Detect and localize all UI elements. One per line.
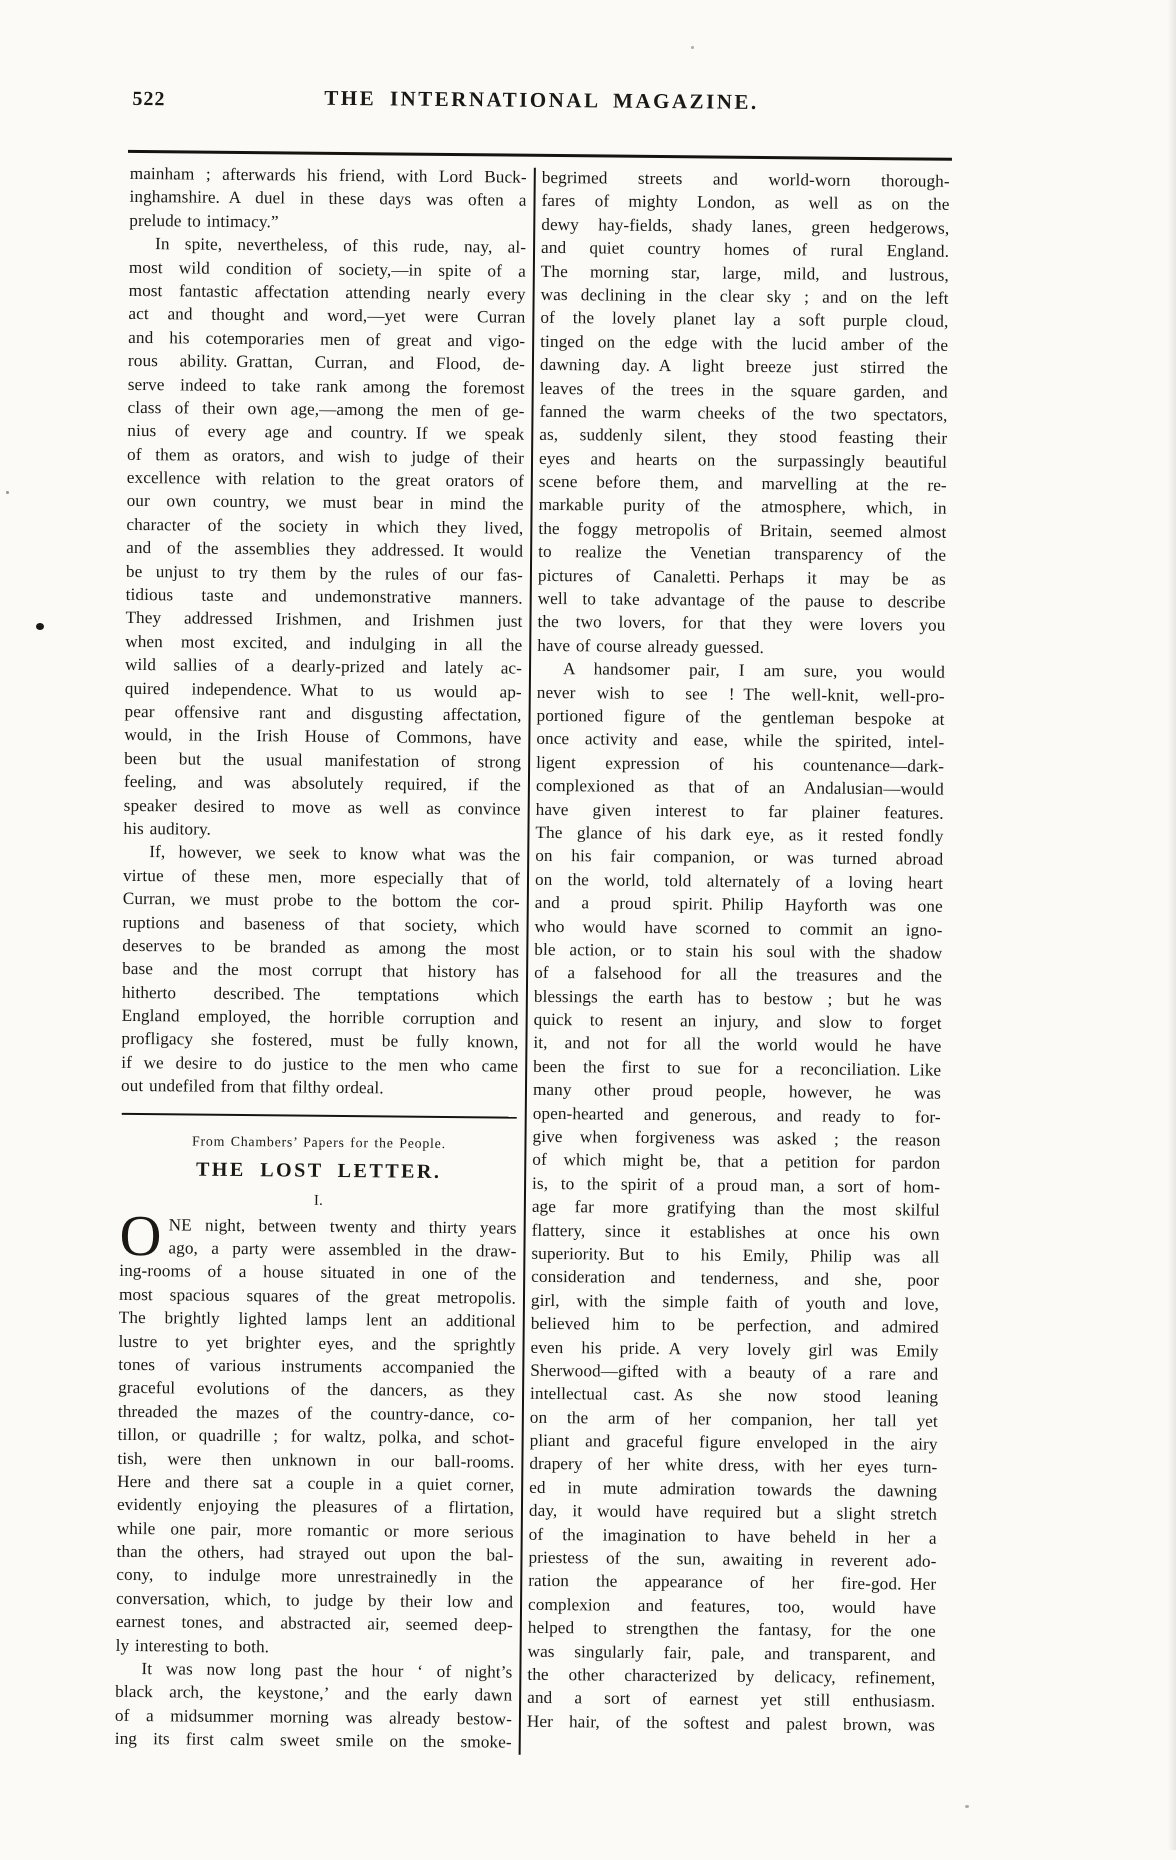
drop-cap: O	[119, 1202, 162, 1268]
text-line: England employed, the horrible corruption and	[121, 1005, 519, 1029]
text-line: even his pride. A very lovely girl was Emily	[530, 1337, 939, 1361]
text-line: scene before them, and marvelling at the re-	[538, 471, 947, 495]
text-line: dawning day. A light breeze just stirred the	[539, 354, 949, 378]
text-line: priestess of the sun, awaiting in reverent ado-	[528, 1547, 937, 1571]
scan-speck	[691, 46, 694, 49]
text-line: ing its first calm sweet smile on the smoke-	[114, 1729, 512, 1752]
text-line: hitherto described. The temptations which	[121, 982, 519, 1006]
text-line: day, it would have required but a slight stretch	[528, 1501, 938, 1524]
text-line: of a falsehood for all the treasures and the	[534, 963, 943, 987]
text-line: when most excited, and indulging in all the	[125, 631, 523, 655]
text-line: ble action, or to stain his soul with the shadow	[534, 939, 943, 963]
text-columns	[115, 162, 954, 1758]
text-line: tidious taste and undemonstrative manners.	[125, 584, 523, 608]
chapter-number: I.	[313, 1192, 323, 1209]
text-line: ligent expression of his countenance—dark-	[536, 752, 945, 776]
text-line: class of their own age,—among the men of ge-	[127, 397, 525, 421]
text-line: nius of every age and country. If we speak	[127, 421, 525, 444]
text-line: fares of mighty London, as well as on the	[541, 191, 950, 215]
text-line: well to take advantage of the pause to describe	[537, 588, 946, 612]
text-line: most fantastic affectation attending nearly every	[128, 280, 526, 304]
text-line: markable purity of the atmosphere, which, in	[538, 495, 947, 519]
paragraph	[537, 166, 950, 661]
paragraph	[115, 1657, 513, 1754]
text-line: ago, a party were assembled in the draw-	[168, 1238, 517, 1261]
text-line: evidently enjoying the pleasures of a flirtation,	[116, 1495, 515, 1518]
text-line: lustre to yet brighter eyes, and the sprightly	[118, 1331, 516, 1355]
text-line: the two lovers, for that they were lovers you	[537, 612, 946, 636]
text-line: ed in mute admiration towards the dawning	[529, 1477, 938, 1501]
paragraph	[121, 840, 520, 1101]
text-line: NE night, between twenty and thirty years	[168, 1214, 517, 1238]
header-rule	[128, 150, 952, 161]
text-line: The morning star, large, mild, and lustrous,	[540, 261, 949, 285]
text-line: ration the appearance of her fire-god. Her	[528, 1571, 937, 1595]
text-line: The glance of his dark eye, as it rested fondly	[535, 822, 944, 846]
text-line: many other proud people, however, he was	[532, 1080, 942, 1103]
text-line: cony, to indulge more unrestrainedly in the	[116, 1565, 514, 1589]
text-line: They addressed Irishmen, and Irishmen just	[125, 608, 523, 632]
paragraph	[527, 657, 945, 1737]
text-line: as, suddenly silent, they stood feasting their	[539, 425, 948, 449]
text-line: conversation, which, to judge by their low and	[116, 1588, 514, 1612]
text-line: A handsomer pair, I am sure, you would	[562, 659, 946, 682]
text-line: and quiet country homes of rural England.	[540, 238, 950, 261]
text-line: of which might be, that a petition for pardon	[532, 1150, 941, 1174]
text-line: and his cotemporaries men of great and vigo-	[128, 327, 526, 351]
paragraph	[129, 162, 527, 236]
text-line: Here and there sat a couple in a quiet corner,	[117, 1471, 515, 1495]
text-line: dewy hay-fields, shady lanes, green hedgerows,	[541, 214, 950, 238]
text-line: it, and not for all the world would he have	[533, 1033, 942, 1057]
text-line: virtue of these men, more especially that of	[122, 865, 521, 889]
text-line: tillon, or quadrille ; for waltz, polka, and schot-	[117, 1424, 515, 1448]
text-line: feeling, and was absolutely required, if the	[123, 772, 522, 795]
text-line: than the others, had strayed out upon the bal-	[116, 1541, 514, 1565]
paragraph	[123, 232, 526, 844]
text-line: If, however, we seek to know what was the	[149, 842, 521, 866]
text-line: the other characterized by delicacy, refinement,	[527, 1664, 936, 1688]
text-line: who would have scorned to commit an igno-	[534, 916, 943, 940]
scan-speck	[36, 623, 44, 630]
text-line: leaves of the trees in the square garden, and	[539, 378, 948, 402]
text-line: to realize the Venetian transparency of the	[538, 542, 947, 566]
article-source-line: From Chambers’ Papers for the People.	[191, 1133, 446, 1151]
text-line: once activity and ease, while the spirited, intel-	[536, 729, 945, 753]
text-line: excellence with relation to the great orators of	[126, 467, 524, 491]
text-line: age far more gratifying than the most skilful	[531, 1196, 940, 1220]
text-line: Her hair, of the softest and palest brown, was	[526, 1711, 936, 1735]
text-line: of the lovely planet lay a soft purple cloud,	[540, 308, 949, 332]
text-line: wild sallies of a dearly-prized and lately ac-	[124, 655, 523, 678]
text-line: helped to strengthen the fantasy, for the one	[527, 1618, 936, 1641]
text-line: have of course already guessed.	[537, 635, 765, 657]
text-line: threaded the mazes of the country-dance, co-	[117, 1401, 515, 1425]
scan-speck	[6, 491, 9, 494]
text-line: inghamshire. A duel in these days was often a	[129, 187, 527, 211]
right-column	[527, 166, 950, 1758]
text-line: be unjust to try them by the rules of our fas-	[125, 561, 524, 585]
text-line: ruptions and baseness of that society, which	[122, 912, 520, 936]
text-line: mainham ; afterwards his friend, with Lord Buck-	[129, 163, 527, 187]
text-line: portioned figure of the gentleman bespoke at	[536, 705, 945, 729]
text-line: ing-rooms of a house situated in one of the	[119, 1261, 517, 1285]
text-line: deserves to be branded as among the most	[122, 935, 520, 959]
text-line: fanned the warm cheeks of the two spectators,	[539, 401, 948, 425]
text-line: act and thought and word,—yet were Curran	[128, 304, 526, 328]
text-line: of the imagination to have beheld in her a	[528, 1524, 937, 1548]
page-header	[130, 82, 952, 142]
text-line: pictures of Canaletti. Perhaps it may be as	[537, 565, 947, 589]
text-line: is, to the spirit of a proud man, a sort of hom-	[532, 1173, 941, 1197]
text-line: serve indeed to take rank among the foremost	[127, 374, 525, 398]
text-line: superiority. But to his Emily, Philip was all	[531, 1243, 940, 1267]
text-line: and of the assemblies they addressed. It would	[126, 538, 524, 561]
section-divider-rule	[122, 1112, 517, 1118]
text-line: of them as orators, and wish to judge of their	[126, 444, 525, 468]
text-line: complexion and features, too, would have	[527, 1594, 937, 1618]
text-line: profligacy she fostered, must be fully known,	[121, 1029, 519, 1053]
magazine-title: THE INTERNATIONAL MAGAZINE.	[324, 85, 759, 114]
page-number: 522	[132, 87, 166, 111]
text-line: open-hearted and generous, and ready to for-	[532, 1103, 941, 1127]
text-line: on the world, told alternately of a loving heart	[534, 869, 944, 893]
text-line: never wish to see ! The well-knit, well-pro-	[536, 682, 945, 706]
text-line: tinged on the edge with the lucid amber of the	[540, 331, 949, 355]
text-line: on the arm of her companion, her tall yet	[529, 1407, 938, 1431]
text-line: most wild condition of society,—in spite of a	[128, 257, 526, 281]
text-line: base and the most corrupt that history has	[122, 959, 520, 982]
text-line: on his fair companion, or was turned abroad	[535, 846, 944, 870]
text-line: tish, were then unknown in our ball-rooms.	[117, 1448, 515, 1472]
text-line: graceful evolutions of the dancers, as they	[118, 1378, 516, 1402]
text-line: and a sort of earnest yet still enthusiasm.	[527, 1688, 936, 1712]
text-line: out undefiled from that filthy ordeal.	[120, 1076, 384, 1098]
text-line: black arch, the keystone,’ and the early dawn	[115, 1682, 513, 1706]
text-line: our own country, we must bear in mind the	[126, 491, 524, 515]
text-line: consideration and tenderness, and she, poor	[531, 1267, 940, 1291]
text-line: flattery, since it establishes at once his own	[531, 1220, 940, 1244]
text-line: Sherwood—gifted with a beauty of a rare and	[530, 1360, 939, 1384]
scan-edge-shadow	[1168, 0, 1176, 1850]
text-line: It was now long past the hour ‘ of night’s	[141, 1659, 513, 1682]
text-line: and a proud spirit. Philip Hayforth was one	[534, 892, 943, 916]
text-line: drapery of her white dress, with her eyes turn-	[529, 1454, 938, 1478]
text-line: earnest tones, and abstracted air, seemed deep-	[115, 1612, 513, 1635]
text-line: pliant and graceful figure enveloped in the airy	[529, 1430, 938, 1454]
text-line: believed him to be perfection, and admired	[530, 1313, 939, 1337]
text-line: his auditory.	[123, 818, 212, 839]
text-line: eyes and hearts on the surpassingly beautiful	[538, 448, 948, 472]
text-line: been but the usual manifestation of strong	[124, 748, 522, 772]
text-line: Curran, we must probe to the bottom the cor-	[122, 888, 520, 912]
text-line: was singularly fair, pale, and transparent, and	[527, 1641, 936, 1665]
article-title: THE LOST LETTER.	[195, 1158, 442, 1183]
text-line: begrimed streets and world-worn thorough-	[541, 167, 950, 191]
text-line: quick to resent an injury, and slow to forget	[533, 1009, 942, 1033]
text-line: pear offensive rant and disgusting affectation,	[124, 701, 522, 725]
text-line: In spite, nevertheless, of this rude, nay, al-	[155, 234, 527, 257]
text-line: blessings the earth has to bestow ; but he was	[533, 986, 942, 1010]
text-line: rous ability. Grattan, Curran, and Flood, de-	[127, 351, 526, 374]
text-line: of a midsummer morning was already bestow-	[114, 1705, 513, 1729]
scan-speck	[965, 1805, 969, 1808]
left-column	[115, 162, 527, 1754]
text-line: intellectual cast. As she now stood leaning	[529, 1384, 939, 1408]
text-line: if we desire to do justice to the men who came	[121, 1052, 519, 1076]
text-line: the foggy metropolis of Britain, seemed almost	[538, 518, 947, 542]
text-line: speaker desired to move as well as convince	[123, 795, 521, 819]
text-line: most spacious squares of the great metropolis.	[118, 1284, 517, 1308]
text-line: have given interest to far plainer features.	[535, 799, 944, 823]
text-line: character of the society in which they lived,	[126, 514, 524, 538]
paragraph	[115, 1202, 517, 1660]
text-line: prelude to intimacy.”	[129, 210, 279, 232]
text-line: girl, with the simple faith of youth and love,	[530, 1290, 940, 1314]
text-line: ly interesting to both.	[115, 1635, 270, 1656]
text-line: would, in the Irish House of Commons, have	[124, 725, 522, 749]
text-line: tones of various instruments accompanied the	[118, 1354, 516, 1378]
text-line: while one pair, more romantic or more serious	[116, 1518, 514, 1542]
text-line: give when forgiveness was asked ; the reason	[532, 1126, 941, 1150]
text-line: complexioned as that of an Andalusian—would	[535, 775, 944, 799]
text-line: The brightly lighted lamps lent an additional	[118, 1308, 516, 1331]
text-line: been the first to sue for a reconciliation. Like	[533, 1056, 942, 1080]
text-line: was declining in the clear sky ; and on the left	[540, 284, 949, 308]
text-line: quired independence. What to us would ap-	[124, 678, 522, 702]
